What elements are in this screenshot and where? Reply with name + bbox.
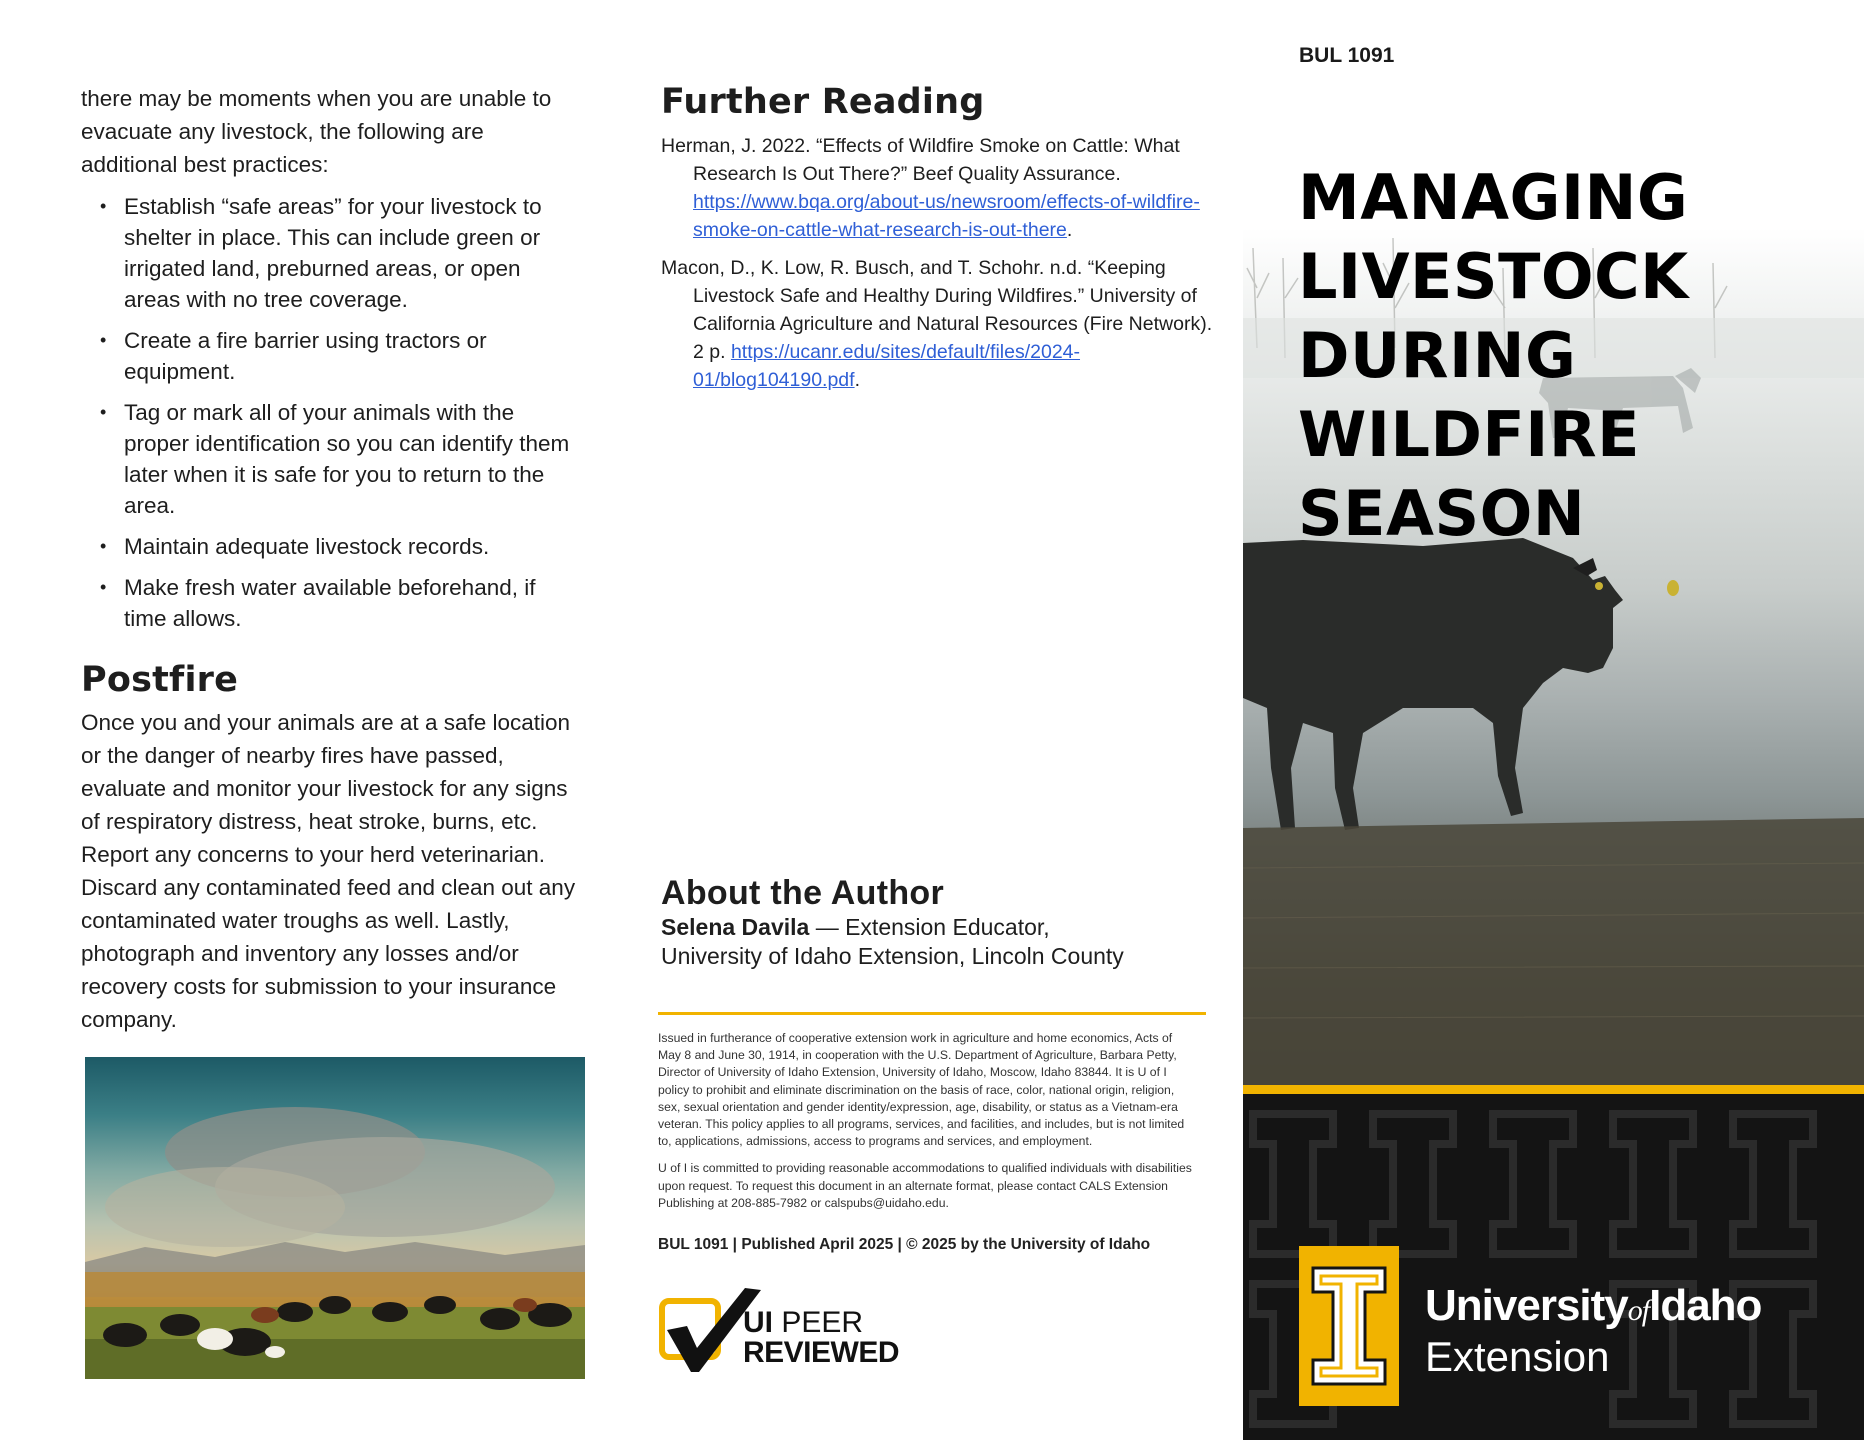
reference-punct: .	[854, 369, 860, 391]
about-the-author	[661, 874, 1221, 971]
wordmark-idaho: Idaho	[1649, 1281, 1762, 1330]
accommodation-statement: U of I is committed to providing reasonable accommodations to qualified individuals with disabilities upon request. To request this document in an alternate format, please contact CALS Extension Publishing at 208-885-7982 or calspubs@uidaho.edu.	[658, 1161, 1192, 1210]
badge-line2: REVIEWED	[743, 1336, 900, 1369]
badge-peer-text: PEER	[773, 1306, 864, 1339]
reference-link[interactable]: https://www.bqa.org/about-us/newsroom/effects-of-wildfire-smoke-on-cattle-what-research-is-out-there	[693, 191, 1200, 241]
list-item-text: Establish “safe areas” for your livestock to shelter in place. This can include green or irrigated land, preburned areas, or open areas with no tree coverage.	[124, 194, 542, 312]
wordmark-line1	[1425, 1282, 1761, 1335]
title-line: DURING	[1298, 319, 1577, 392]
nondiscrimination-statement: Issued in furtherance of cooperative extension work in agriculture and home economics, Acts of May 8 and June 30, 1914, in cooperation with the U.S. Department of Agriculture, Barbara Petty, Director of University of Idaho Extension, University of Idaho, Moscow, Idaho 83844. It is U of I policy to prohibit and eliminate discrimination on the basis of race, color, national origin, religion, sex, sexual orientation and gender identity/expression, age, disability, or status as a Vietnam-era veteran. This policy applies to all programs, services, and facilities, and includes, but is not limited to, applications, admissions, access to programs and services, and employment.	[658, 1031, 1185, 1149]
cover-title	[1298, 158, 1689, 553]
peer-reviewed-badge	[657, 1278, 900, 1382]
bullet-glyph: •	[100, 402, 107, 422]
column-middle	[661, 82, 1221, 404]
further-reading-heading: Further Reading	[661, 82, 985, 122]
postfire-heading: Postfire	[81, 660, 239, 700]
reference-item	[661, 132, 1221, 244]
list-item	[100, 531, 581, 562]
publication-line: BUL 1091 | Published April 2025 | © 2025 by the University of Idaho	[658, 1236, 1151, 1253]
author-line	[661, 913, 1221, 942]
wordmark-of: of	[1627, 1294, 1650, 1327]
ui-logo-mark	[1299, 1246, 1399, 1406]
best-practices-list	[81, 191, 581, 634]
wordmark-extension: Extension	[1425, 1333, 1610, 1380]
list-item	[100, 397, 581, 521]
gold-divider	[658, 1012, 1206, 1015]
list-item-text: Create a fire barrier using tractors or equipment.	[124, 328, 487, 384]
title-line: LIVESTOCK	[1298, 240, 1689, 313]
reference-text: Macon, D., K. Low, R. Busch, and T. Schohr. n.d. “Keeping Livestock Safe and Healthy During Wildfires.” University of California Agriculture and Natural Resources (Fire Network). 2 p.	[661, 257, 1213, 363]
wordmark-university: University	[1425, 1281, 1628, 1330]
postfire-paragraph: Once you and your animals are at a safe location or the danger of nearby fires have passed, evaluate and monitor your livestock for any signs of respiratory distress, heat stroke, burns, etc. Report any concerns to your herd veterinarian. Discard any contaminated feed and clean out any contaminated water troughs as well. Lastly, photograph and inventory any losses and/or recovery costs for submission to your insurance company.	[81, 710, 576, 1032]
bullet-glyph: •	[100, 577, 107, 597]
list-item-text: Tag or mark all of your animals with the proper identification so you can identify them later when it is safe for you to return to the area.	[124, 400, 570, 518]
list-item-text: Maintain adequate livestock records.	[124, 534, 490, 559]
list-item	[100, 325, 581, 387]
herd-photo-illustration	[85, 1057, 585, 1379]
bulletin-number: BUL 1091	[1299, 44, 1395, 67]
author-name: Selena Davila	[661, 914, 810, 940]
reference-link[interactable]: https://ucanr.edu/sites/default/files/2024-01/blog104190.pdf	[693, 341, 1081, 391]
fine-print	[658, 1030, 1198, 1222]
reference-punct: .	[1066, 219, 1073, 241]
column-left	[81, 82, 581, 1036]
badge-ui-text: UI	[743, 1306, 773, 1339]
badge-line1	[743, 1308, 863, 1338]
title-line: WILDFIRE	[1298, 398, 1640, 471]
reference-text: Herman, J. 2022. “Effects of Wildfire Smoke on Cattle: What Research Is Out There?” Beef Quality Assurance.	[661, 135, 1180, 185]
intro-paragraph: there may be moments when you are unable to evacuate any livestock, the following are additional best practices:	[81, 86, 552, 177]
bullet-glyph: •	[100, 536, 107, 556]
block-i-icon	[1299, 1246, 1399, 1406]
list-item	[100, 572, 581, 634]
list-item-text: Make fresh water available beforehand, if time allows.	[124, 575, 536, 631]
university-wordmark	[1425, 1282, 1761, 1379]
reference-item	[661, 254, 1221, 394]
list-item	[100, 191, 581, 315]
about-heading: About the Author	[661, 874, 945, 912]
bullet-glyph: •	[100, 330, 107, 350]
author-org: University of Idaho Extension, Lincoln County	[661, 943, 1124, 969]
bullet-glyph: •	[100, 196, 107, 216]
title-line: MANAGING	[1298, 161, 1689, 234]
title-line: SEASON	[1298, 477, 1586, 550]
herd-smoke-photo	[85, 1057, 585, 1379]
author-role: — Extension Educator,	[809, 914, 1050, 940]
cover-gold-band	[1243, 1085, 1864, 1094]
